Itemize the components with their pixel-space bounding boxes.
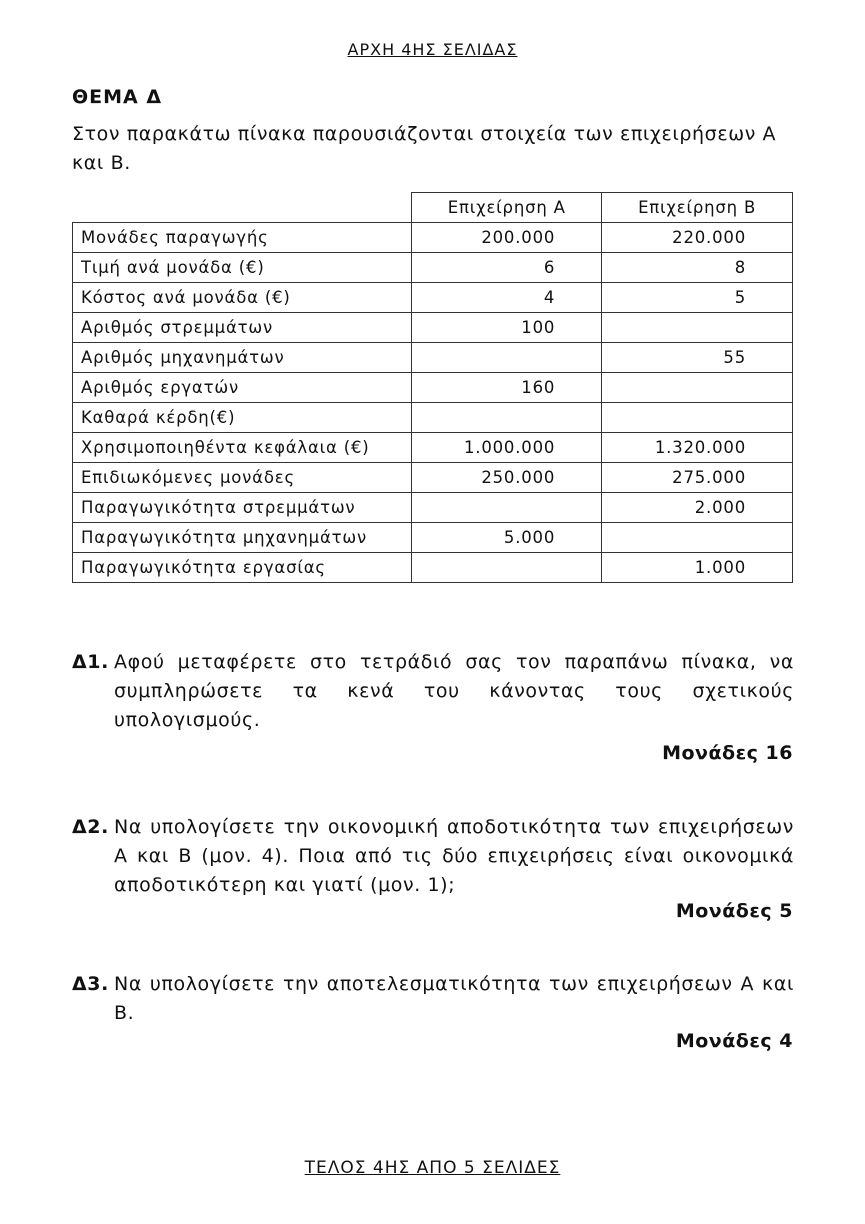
- table-header-row: [73, 193, 793, 223]
- table-row: [73, 523, 793, 553]
- question-d2: [72, 813, 794, 900]
- marks-d3: Μονάδες 4: [675, 1030, 793, 1052]
- cell-company-b: 2.000: [602, 493, 793, 523]
- table-row: [73, 283, 793, 313]
- column-header-a: Επιχείρηση Α: [412, 193, 602, 223]
- table-row: [73, 433, 793, 463]
- question-text: Να υπολογίσετε την αποτελεσματικότητα των επιχειρήσεων Α και Β.: [114, 973, 794, 1024]
- marks-d2: Μονάδες 5: [675, 900, 793, 922]
- table-row: [73, 493, 793, 523]
- table-row: [73, 223, 793, 253]
- table-row: [73, 313, 793, 343]
- cell-company-b: [602, 313, 793, 343]
- page-header: ΑΡΧΗ 4ΗΣ ΣΕΛΙΔΑΣ: [347, 40, 518, 59]
- intro-text: Στον παρακάτω πίνακα παρουσιάζονται στοιχεία των επιχειρήσεων Α και Β.: [72, 123, 777, 174]
- cell-company-b: 5: [602, 283, 793, 313]
- cell-company-a: 200.000: [412, 223, 602, 253]
- cell-company-b: 220.000: [602, 223, 793, 253]
- cell-company-b: 275.000: [602, 463, 793, 493]
- row-label: Αριθμός μηχανημάτων: [73, 343, 412, 373]
- cell-company-b: [602, 403, 793, 433]
- table-row: [73, 253, 793, 283]
- table-row: [73, 463, 793, 493]
- cell-company-a: 160: [412, 373, 602, 403]
- cell-company-b: [602, 523, 793, 553]
- cell-company-a: 100: [412, 313, 602, 343]
- table-corner-cell: [73, 193, 412, 223]
- row-label: Αριθμός εργατών: [73, 373, 412, 403]
- table-row: [73, 343, 793, 373]
- cell-company-a: 4: [412, 283, 602, 313]
- question-number: Δ2.: [72, 816, 109, 838]
- question-text: Αφού μεταφέρετε στο τετράδιό σας τον παραπάνω πίνακα, να συμπληρώσετε τα κενά του κάνοντας τους σχετικούς υπολογισμούς.: [114, 651, 794, 731]
- row-label: Αριθμός στρεμμάτων: [73, 313, 412, 343]
- cell-company-a: 6: [412, 253, 602, 283]
- cell-company-a: 5.000: [412, 523, 602, 553]
- cell-company-a: [412, 403, 602, 433]
- row-label: Χρησιμοποιηθέντα κεφάλαια (€): [73, 433, 412, 463]
- data-table: [72, 192, 793, 583]
- cell-company-b: [602, 373, 793, 403]
- question-number: Δ3.: [72, 973, 109, 995]
- cell-company-a: [412, 553, 602, 583]
- cell-company-a: 1.000.000: [412, 433, 602, 463]
- cell-company-b: 8: [602, 253, 793, 283]
- row-label: Μονάδες παραγωγής: [73, 223, 412, 253]
- question-text: Να υπολογίσετε την οικονομική αποδοτικότητα των επιχειρήσεων Α και Β (μον. 4). Ποια από τις δύο επιχειρήσεις είναι οικονομικά αποδοτικότερη και γιατί (μον. 1);: [114, 816, 794, 896]
- row-label: Παραγωγικότητα στρεμμάτων: [73, 493, 412, 523]
- question-number: Δ1.: [72, 651, 109, 673]
- page-footer: ΤΕΛΟΣ 4ΗΣ ΑΠΟ 5 ΣΕΛΙΔΕΣ: [304, 1158, 561, 1178]
- table-row: [73, 553, 793, 583]
- row-label: Επιδιωκόμενες μονάδες: [73, 463, 412, 493]
- question-d1: [72, 648, 794, 735]
- cell-company-a: [412, 493, 602, 523]
- theme-title: ΘΕΜΑ Δ: [72, 86, 163, 108]
- table-row: [73, 373, 793, 403]
- question-d3: [72, 970, 794, 1028]
- cell-company-a: 250.000: [412, 463, 602, 493]
- row-label: Παραγωγικότητα εργασίας: [73, 553, 412, 583]
- row-label: Παραγωγικότητα μηχανημάτων: [73, 523, 412, 553]
- cell-company-a: [412, 343, 602, 373]
- row-label: Καθαρά κέρδη(€): [73, 403, 412, 433]
- cell-company-b: 1.000: [602, 553, 793, 583]
- cell-company-b: 1.320.000: [602, 433, 793, 463]
- column-header-b: Επιχείρηση Β: [602, 193, 793, 223]
- table-row: [73, 403, 793, 433]
- row-label: Κόστος ανά μονάδα (€): [73, 283, 412, 313]
- row-label: Τιμή ανά μονάδα (€): [73, 253, 412, 283]
- cell-company-b: 55: [602, 343, 793, 373]
- marks-d1: Μονάδες 16: [662, 742, 793, 764]
